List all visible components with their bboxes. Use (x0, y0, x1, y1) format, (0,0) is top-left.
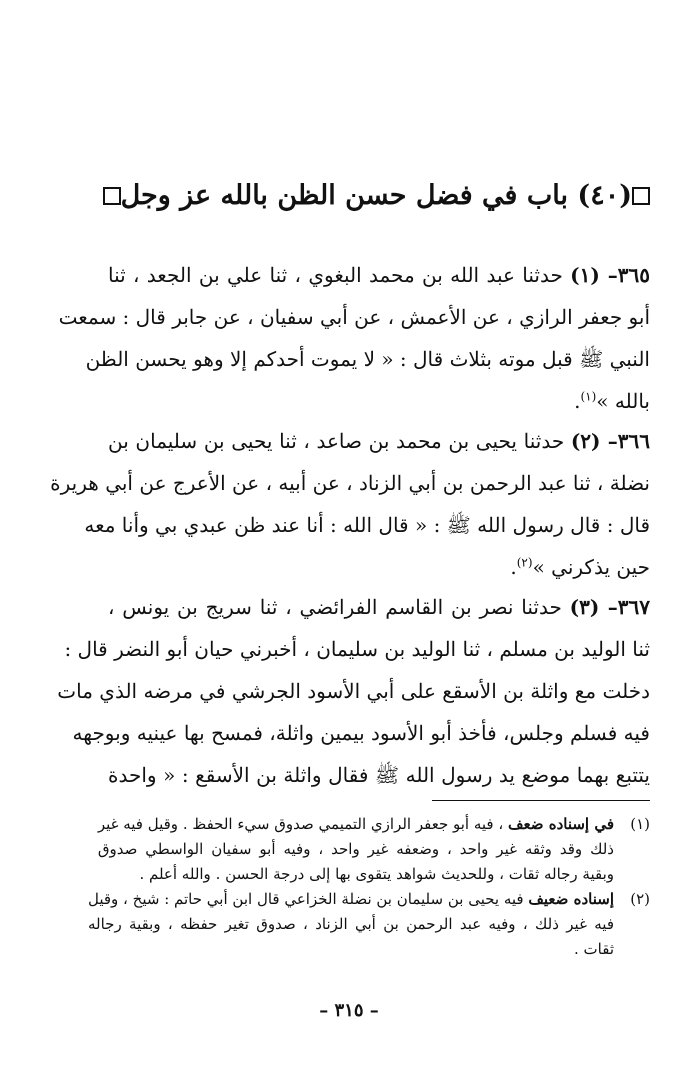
footnote-lead: إسناده ضعيف (528, 890, 614, 908)
hadith-365 (58, 254, 651, 422)
hadith-line: حين يذكرني »$^{(٢)}$. (510, 555, 650, 579)
footnote-1 (97, 812, 650, 887)
square-ornament-icon (632, 187, 650, 205)
hadith-line: بالله »$^{(١)}$. (574, 389, 650, 413)
hadith-number: ٣٦٧– (٣) (569, 595, 650, 619)
square-ornament-icon (103, 187, 121, 205)
footnote-line: إسناده ضعيف فيه يحيى بن سليمان بن نضلة الخزاعي قال ابن أبي حاتم : شيخ ، وقيل (87, 890, 614, 908)
hadith-line: ٣٦٥– (١) حدثنا عبد الله بن محمد البغوي ، ثنا علي بن الجعد ، ثنا (108, 263, 651, 287)
hadith-line: فيه فسلم وجلس، فأخذ أبو الأسود بيمين واثلة، فمسح بها عينيه وبوجهه (72, 721, 650, 745)
hadith-line: ٣٦٦– (٢) حدثنا يحيى بن محمد بن صاعد ، ثنا يحيى بن سليمان بن (108, 429, 650, 453)
hadith-number: ٣٦٦– (٢) (570, 429, 650, 453)
page-number: – ٣١٥ – (319, 1000, 379, 1021)
footnote-line: فيه غير ذلك ، وفيه عبد الرحمن بن أبي الزناد ، صدوق تغير حفظه ، وبقية رجاله (87, 915, 614, 933)
footnote-line: ثقات . (574, 940, 614, 958)
hadith-line: أبو جعفر الرازي ، عن الأعمش ، عن أبي سفيان ، عن جابر قال : سمعت (58, 305, 650, 329)
footnote-ref: (٢) (516, 555, 533, 570)
hadith-line: دخلت مع واثلة بن الأسقع على أبي الأسود الجرشي في مرضه الذي مات (57, 679, 650, 703)
hadith-line: نضلة ، ثنا عبد الرحمن بن أبي الزناد ، عن أبيه ، عن الأعرج عن أبي هريرة (50, 471, 650, 495)
hadith-line: النبي ﷺ قبل موته بثلاث قال : « لا يموت أحدكم إلا وهو يحسن الظن (85, 347, 650, 371)
footnote-line: وبقية رجاله ثقات ، وللحديث شواهد يتقوى بها إلى درجة الحسن . والله أعلم . (139, 865, 614, 883)
hadith-line: قال : قال رسول الله ﷺ : « قال الله : أنا عند ظن عبدي بي وأنا معه (84, 513, 650, 537)
footnote-number: (١) (630, 815, 650, 833)
footnote-divider (432, 800, 650, 801)
hadith-367 (57, 586, 650, 796)
footnote-number: (٢) (630, 890, 650, 908)
footnote-line: في إسناده ضعف ، فيه أبو جعفر الرازي التميمي صدوق سيء الحفظ . وقيل فيه غير (97, 815, 614, 833)
footnote-line: ذلك وقد وثقه غير واحد ، وضعفه غير واحد ، وفيه أبو سفيان الواسطي صدوق (97, 840, 614, 858)
hadith-line: ٣٦٧– (٣) حدثنا نصر بن القاسم الفرائضي ، ثنا سريج بن يونس ، (108, 595, 650, 619)
hadith-366 (50, 420, 650, 588)
hadith-line: يتتبع بهما موضع يد رسول الله ﷺ فقال واثلة بن الأسقع : « واحدة (108, 763, 650, 787)
footnote-ref: (١) (580, 389, 597, 404)
chapter-heading (110, 180, 650, 211)
hadith-line: ثنا الوليد بن مسلم ، ثنا الوليد بن سليمان ، أخبرني حيان أبو النضر قال : (64, 637, 650, 661)
chapter-title: (٤٠) باب في فضل حسن الظن بالله عز وجل (120, 180, 632, 211)
footnote-lead: في إسناده ضعف (508, 815, 614, 833)
hadith-number: ٣٦٥– (١) (570, 263, 651, 287)
footnote-2 (87, 887, 650, 962)
footnotes (87, 812, 650, 962)
